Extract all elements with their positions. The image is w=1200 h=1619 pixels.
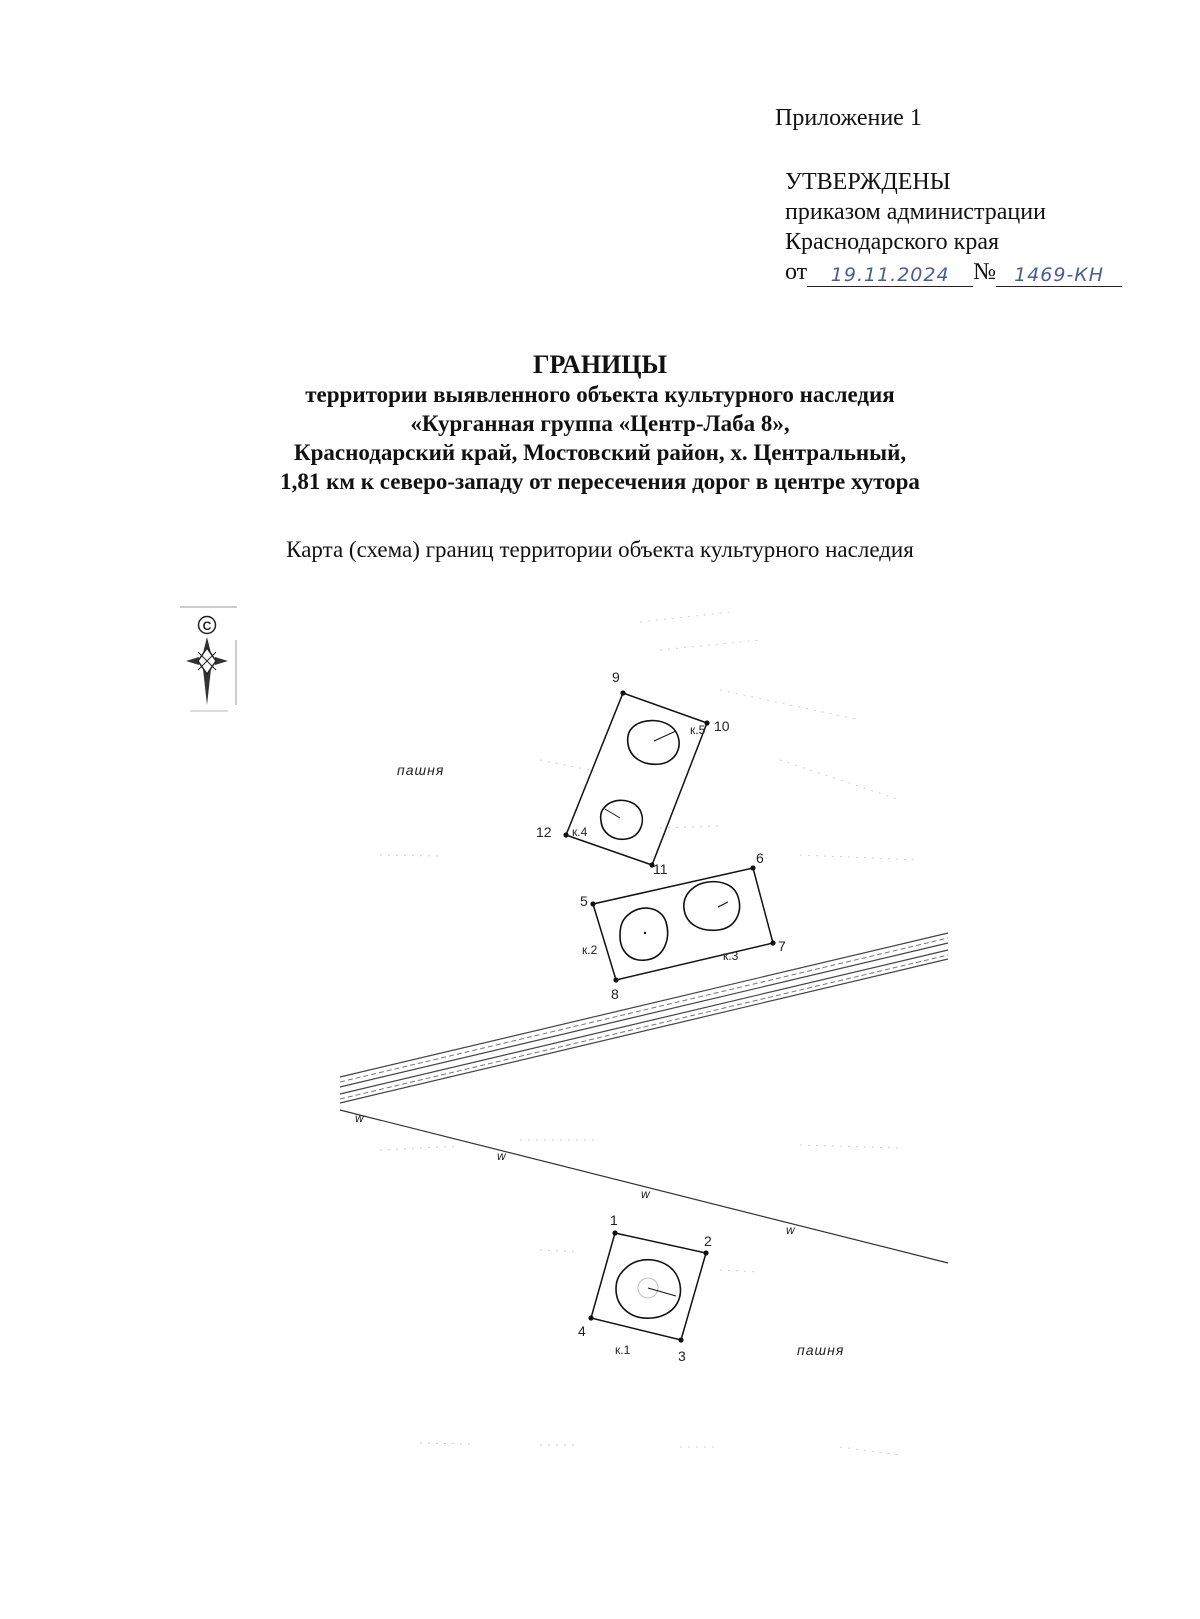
kurgan-3-icon (684, 882, 740, 931)
north-label: С (202, 619, 212, 633)
kurgan-1-icon (616, 1260, 680, 1318)
field-label-top: пашня (397, 762, 445, 778)
point-label-12: 12 (536, 824, 552, 840)
point-label-1: 1 (610, 1212, 618, 1228)
point-label-10: 10 (714, 718, 730, 734)
kurgan-2-icon (620, 908, 668, 960)
point-label-2: 2 (704, 1233, 712, 1249)
title-line-2: «Курганная группа «Центр-Лаба 8», (410, 411, 790, 436)
kurgan-label-4: к.4 (572, 825, 588, 839)
kurgan-label-1: к.1 (615, 1343, 631, 1357)
map-background-marks (380, 612, 920, 1455)
document-heading (0, 350, 1200, 496)
kurgan-4-icon (601, 800, 643, 839)
point-label-11: 11 (653, 861, 668, 877)
svg-text:w: w (355, 1111, 364, 1125)
point-label-8: 8 (611, 986, 619, 1002)
point-label-6: 6 (756, 850, 764, 866)
approved-by-order: приказом администрации (785, 199, 1046, 225)
point-label-9: 9 (612, 669, 620, 685)
road (340, 933, 948, 1103)
point-label-5: 5 (580, 893, 588, 909)
boundary-polygon-north (536, 669, 730, 877)
svg-text:w: w (497, 1149, 506, 1163)
order-date-prefix: от (785, 259, 808, 285)
approval-block (775, 105, 1175, 286)
order-number-prefix: № (973, 259, 997, 285)
svg-text:w: w (641, 1187, 650, 1201)
field-label-bottom: пашня (797, 1342, 845, 1358)
title-line-4: 1,81 км к северо-западу от пересечения дорог в центре хутора (280, 469, 920, 494)
north-arrow-icon (180, 607, 237, 711)
order-line (785, 257, 1122, 287)
title-line-1: территории выявленного объекта культурного наследия (305, 382, 895, 407)
kurgan-label-3: к.3 (723, 949, 739, 963)
order-date-handwritten: 19.11.2024 (807, 264, 973, 287)
approval-stamp (785, 167, 1122, 287)
kurgan-label-5: к.5 (690, 723, 706, 737)
kurgan-label-2: к.2 (582, 943, 598, 957)
kurgan-5-icon (628, 721, 679, 765)
order-number-handwritten: 1469-КН (996, 264, 1122, 287)
map-subtitle: Карта (схема) границ территории объекта культурного наследия (286, 537, 914, 562)
approved-region: Краснодарского края (785, 229, 1000, 255)
point-label-7: 7 (778, 938, 786, 954)
boundary-map (0, 590, 1200, 1470)
document-title: ГРАНИЦЫ (532, 350, 668, 379)
svg-text:w: w (786, 1223, 795, 1237)
title-line-3: Краснодарский край, Мостовский район, х. Центральный, (293, 440, 907, 465)
point-label-4: 4 (578, 1323, 586, 1339)
point-label-3: 3 (678, 1348, 686, 1364)
appendix-label: Приложение 1 (775, 105, 922, 131)
approved-heading: УТВЕРЖДЕНЫ (785, 169, 951, 195)
boundary-polygon-south (578, 1212, 712, 1364)
